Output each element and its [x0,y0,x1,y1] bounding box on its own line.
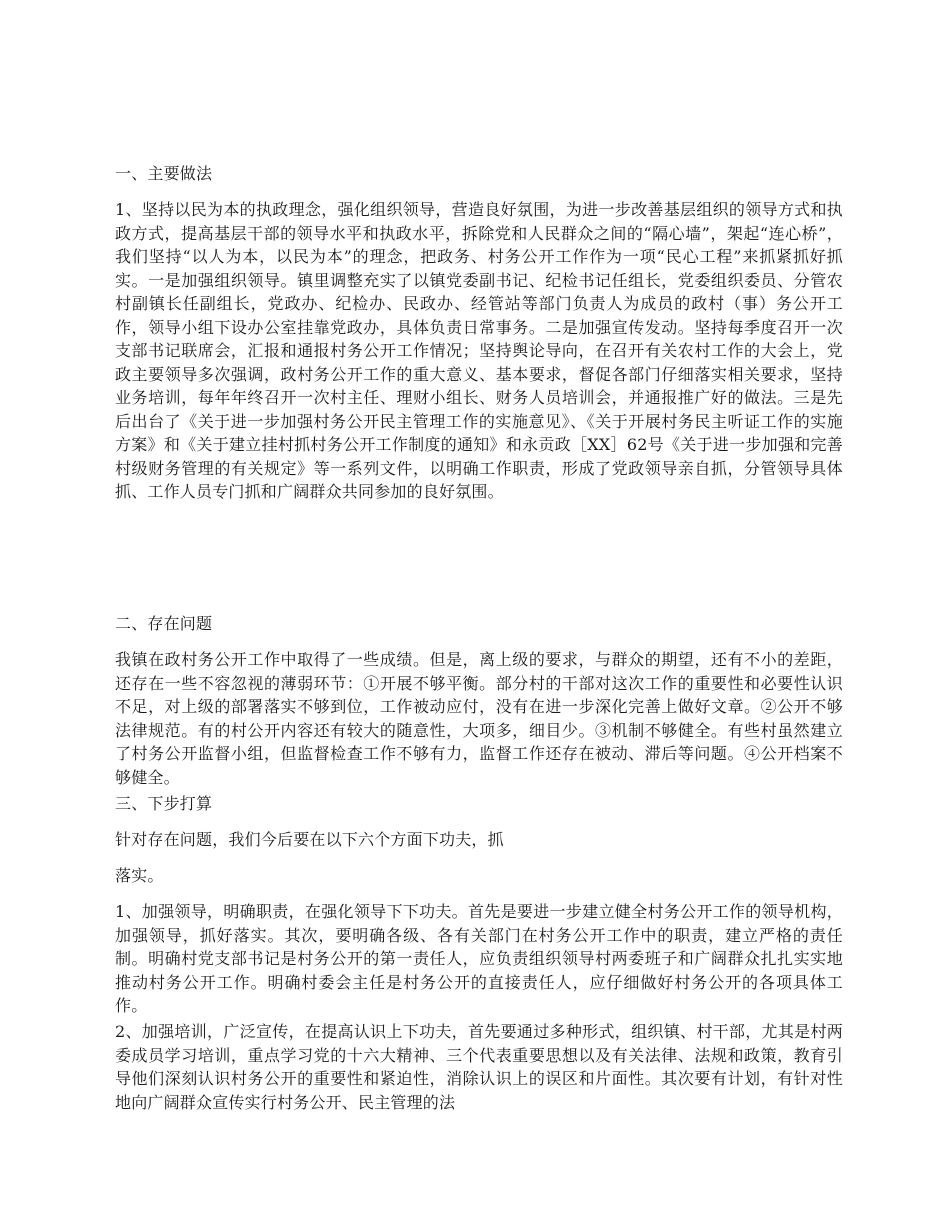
section-1-heading: 一、主要做法 [115,164,213,183]
section-3-intro-line-2: 落实。 [115,866,164,885]
section-3-paragraph-1: 1、加强领导，明确职责，在强化领导下下功夫。首先是要进一步建立健全村务公开工作的领导机构，加强领导，抓好落实。其次，要明确各级、各有关部门在村务公开工作中的职责，建立严格的责任制。明确村党支部书记是村务公开的第一责任人，应负责组织领导村两委班子和广阔群众扎扎实实地推动村务公开工作。明确村委会主任是村务公开的直接责任人，应仔细做好村务公开的各项具体工作。 [115,902,843,1015]
section-3-intro-line-1: 针对存在问题，我们今后要在以下六个方面下功夫，抓 [115,830,504,849]
section-3-heading: 三、下步打算 [115,794,213,813]
section-1-paragraph-1: 1、坚持以民为本的执政理念，强化组织领导，营造良好氛围，为进一步改善基层组织的领导方式和执政方式，提高基层干部的领导水平和执政水平，拆除党和人民群众之间的“隔心墙”，架起“连心桥”，我们坚持“以人为本，以民为本”的理念，把政务、村务公开工作作为一项“民心工程”来抓紧抓好抓实。一是加强组织领导。镇里调整充实了以镇党委副书记、纪检书记任组长，党委组织委员、分管农村副镇长任副组长，党政办、纪检办、民政办、经管站等部门负责人为成员的政村（事）务公开工作，领导小组下设办公室挂靠党政办，具体负责日常事务。二是加强宣传发动。坚持每季度召开一次支部书记联席会，汇报和通报村务公开工作情况；坚持舆论导向，在召开有关农村工作的大会上，党政主要领导多次强调，政村务公开工作的重大意义、基本要求，督促各部门仔细落实相关要求，坚持业务培训，每年年终召开一次村主任、理财小组长、财务人员培训会，并通报推广好的做法。三是先后出台了《关于进一步加强村务公开民主管理工作的实施意见》、《关于开展村务民主听证工作的实施方案》和《关于建立挂村抓村务公开工作制度的通知》和永贡政［XX］62号《关于进一步加强和完善村级财务管理的有关规定》等一系列文件，以明确工作职责，形成了党政领导亲自抓，分管领导具体抓、工作人员专门抓和广阔群众共同参加的良好氛围。 [115,200,843,501]
section-3-paragraph-2: 2、加强培训，广泛宣传，在提高认识上下功夫，首先要通过多种形式，组织镇、村干部，尤其是村两委成员学习培训，重点学习党的十六大精神、三个代表重要思想以及有关法律、法规和政策，教育引导他们深刻认识村务公开的重要性和紧迫性，消除认识上的误区和片面性。其次要有计划，有针对性地向广阔群众宣传实行村务公开、民主管理的法 [115,1022,843,1112]
section-2-heading: 二、存在问题 [115,614,213,633]
section-2-paragraph-1: 我镇在政村务公开工作中取得了一些成绩。但是，离上级的要求，与群众的期望，还有不小的差距，还存在一些不容忽视的薄弱环节：①开展不够平衡。部分村的干部对这次工作的重要性和必要性认识不足，对上级的部署落实不够到位，工作被动应付，没有在进一步深化完善上做好文章。②公开不够法律规范。有的村公开内容还有较大的随意性，大项多，细目少。③机制不够健全。有些村虽然建立了村务公开监督小组，但监督检查工作不够有力，监督工作还存在被动、滞后等问题。④公开档案不够健全。 [115,650,843,787]
